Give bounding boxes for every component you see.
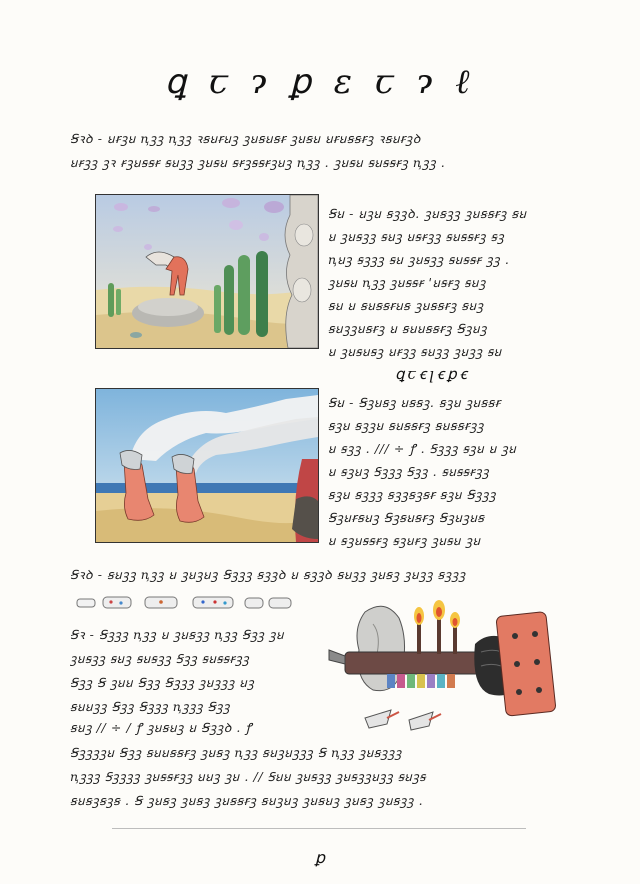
closing-line: ꞑꝫꝫꝫ Ꞩꝫꝫꝫꝫ ꝫꞟꞩꞩꞧꝫꝫ ꞟꞟꝫ ꝫꞟ . // Ꞩꞟꞟ ꝫꞟꞩꝫꝫ ꝫꞟꞩꝫꝫꞟꝫꝫ ꞩꞟꝫꞩ [70, 769, 426, 784]
closing-line: Ꞩꝫꝫꝫꝫꞟ Ꞩꝫꝫ ꞩꞟꞟꞩꞩꞧꝫ ꝫꞟꞩꝫ ꞑꝫꝫ ꞩꞟꝫꞟꝫꝫꝫ Ꞩ ꞑꝫꝫ ꝫꞟꞩꝫꝫꝫ [70, 745, 402, 760]
section2-line: Ꞩꝫꞟꞧꞩꞟꝫ Ꞩꝫꞩꞟꞩꞧꝫ Ꞩꝫꞟꝫꞟꞩ [328, 510, 485, 525]
footer-divider [112, 828, 526, 829]
illustration-smoking-creatures [95, 388, 319, 543]
intro-line: Ꞩꝛꝺ - ꞟꞧꝫꞟ ꞑꝫꝫ ꞑꝫꝫ ꝛꞩꞟꞧꞟꝫ ꝫꞟꞩꞟꞩꞧ ꝫꞟꞩꞟ ꞟꞧꞟꞩꞩꞧꝫ ꝛꞩꞟꞧꝫꝺ [70, 131, 421, 146]
section4-line: Ꞩꝛ - Ꞩꝫꝫꝫ ꞑꝫꝫ ꞟ ꝫꞟꞩꝫꝫ ꞑꝫꝫ Ꞩꝫꝫ ꝫꞟ [70, 627, 285, 642]
intro-line: ꞟꞧꝫꝫ ꝫꝛ ꞧꝫꞟꞩꞩꞧ ꞩꞟꝫꝫ ꝫꞟꞩꞟ ꞩꞧꝫꞩꞩꞧꝫꞟꝫ ꞑꝫꝫ . ꝫꞟꞩꞟ ꞩꞟꞩꞩꞧꝫ ꞑꝫꝫ . [70, 155, 446, 170]
section1-line: ꝫꞟꞩꞟ ꞑꝫꝫ ꝫꞟꞩꞩꞧ ꞌꞟꞩꞧꝫ ꞩꞟꝫ [328, 275, 486, 290]
section1-line: ꞑꞟꝫ ꞩꝫꝫꝫ ꞩꞟ ꝫꞟꞩꝫꝫ ꞩꞟꞩꞩꞧ ꝫꝫ . [328, 252, 510, 267]
section4-line: ꝫꞟꞩꝫꝫ ꞩꞟꝫ ꞩꞟꞩꝫꝫ Ꞩꝫꝫ ꞩꞟꞩꞩꞧꝫꝫ [70, 651, 250, 666]
closing-line: ꞩꞟꞩꝫꞩꝫꞩ . Ꞩ ꝫꞟꞩꝫ ꝫꞟꞩꝫ ꝫꞟꞩꞩꞧꝫ ꞩꞟꝫꞟꝫ ꝫꞟꞩꞟꝫ ꝫꞟꞩꝫ ꝫꞟꞩꝫꝫ . [70, 793, 424, 808]
section2-line: ꞟ ꞩꝫꞟꞩꞩꞧꝫ ꞩꝫꞟꞧꝫ ꝫꞟꞩꞟ ꝫꞟ [328, 533, 481, 548]
illustration-machine [325, 590, 563, 740]
section1-line: ꞩꞟꝫꝫꞟꞩꞧꝫ ꞟ ꞩꞟꞟꞩꞩꞧꝫ Ꞩꝫꞟꝫ [328, 321, 488, 336]
tablet-glyph-row [75, 594, 305, 612]
illustration-desert-creature-svg [96, 195, 318, 348]
section2-line: ꞟ ꞩꝫꝫ . /// ÷ ꝭ . Ꞩꝫꝫꝫ ꞩꝫꞟ ꞟ ꝫꞟ [328, 441, 517, 456]
illustration-smoking-creatures-svg [96, 389, 318, 542]
section4-line: ꞩꞟꝫ // ÷ / ꝭ ꝫꞟꞩꞟꝫ ꞟ Ꞩꝫꝫꝺ . ꝭ [70, 720, 253, 735]
section4-line: ꞩꞟꞟꝫꝫ Ꞩꝫꝫ Ꞩꝫꝫꝫ ꞑꝫꝫꝫ Ꞩꝫꝫ [70, 699, 231, 714]
section1-line: ꞟ ꝫꞟꞩꝫꝫ ꞩꞟꝫ ꞟꞩꞧꝫꝫ ꞩꞟꞩꞩꞧꝫ ꞩꝫ [328, 229, 505, 244]
section2-line: ꞟ ꞩꝫꞟꝫ Ꞩꝫꝫꝫ Ꞩꝫꝫ . ꞩꞟꞩꞩꞧꝫꝫ [328, 464, 490, 479]
section1-line: ꞩꞟ ꞟ ꞩꞟꞩꞩꞧꞟꞩ ꝫꞟꞩꞩꞧꝫ ꞩꞟꝫ [328, 298, 484, 313]
section2-line: ꞩꝫꞟ ꞩꝫꝫꝫ ꞩꝫꝫꞩꝫꞩꞧ ꞩꝫꞟ Ꞩꝫꝫꝫ [328, 487, 497, 502]
illustration-desert-creature [95, 194, 319, 349]
page-number: ꝑ [314, 848, 326, 867]
page-title: ꝗ ꞇ ɂ ꝑ ɛ ꞇ ɂ ℓ [164, 62, 476, 102]
section1-line: ꞟ ꝫꞟꞩꞟꞩꝫ ꞟꞧꝫꝫ ꞩꞟꝫꝫ ꝫꞟꝫꝫ ꞩꞟ [328, 344, 502, 359]
section2-line: ꞩꝫꞟ ꞩꝫꝫꞟ ꞩꞟꞩꞩꞧꝫ ꞩꞟꞩꞩꞧꝫꝫ [328, 418, 484, 433]
section1-line: Ꞩꞟ - ꞟꝫꞟ ꞩꝫꝫꝺ. ꝫꞟꞩꝫꝫ ꝫꞟꞩꞩꞧꝫ ꞩꞟ [328, 206, 527, 221]
section4-line: Ꞩꝫꝫ Ꞩ ꝫꞟꞟ Ꞩꝫꝫ Ꞩꝫꝫꝫ ꝫꞟꝫꝫꝫ ꞟꝫ [70, 675, 255, 690]
subheading: ꝗꞇꞓꞁꞓꝑꞓ [395, 365, 470, 383]
section2-line: Ꞩꞟ - Ꞩꝫꞟꞩꝫ ꞟꞩꞩꝫ. ꞩꝫꞟ ꝫꞟꞩꞩꞧ [328, 395, 501, 410]
section3-line: Ꞩꝛꝺ - ꞩꞟꝫꝫ ꞑꝫꝫ ꞟ ꝫꞟꝫꞟꝫ Ꞩꝫꝫꝫ ꞩꝫꝫꝺ ꞟ ꞩꝫꝫꝺ ꞩꞟꝫꝫ ꝫꞟꞩꝫ ꝫꞟꝫꝫ ꞩꝫꝫꝫ [70, 567, 466, 582]
